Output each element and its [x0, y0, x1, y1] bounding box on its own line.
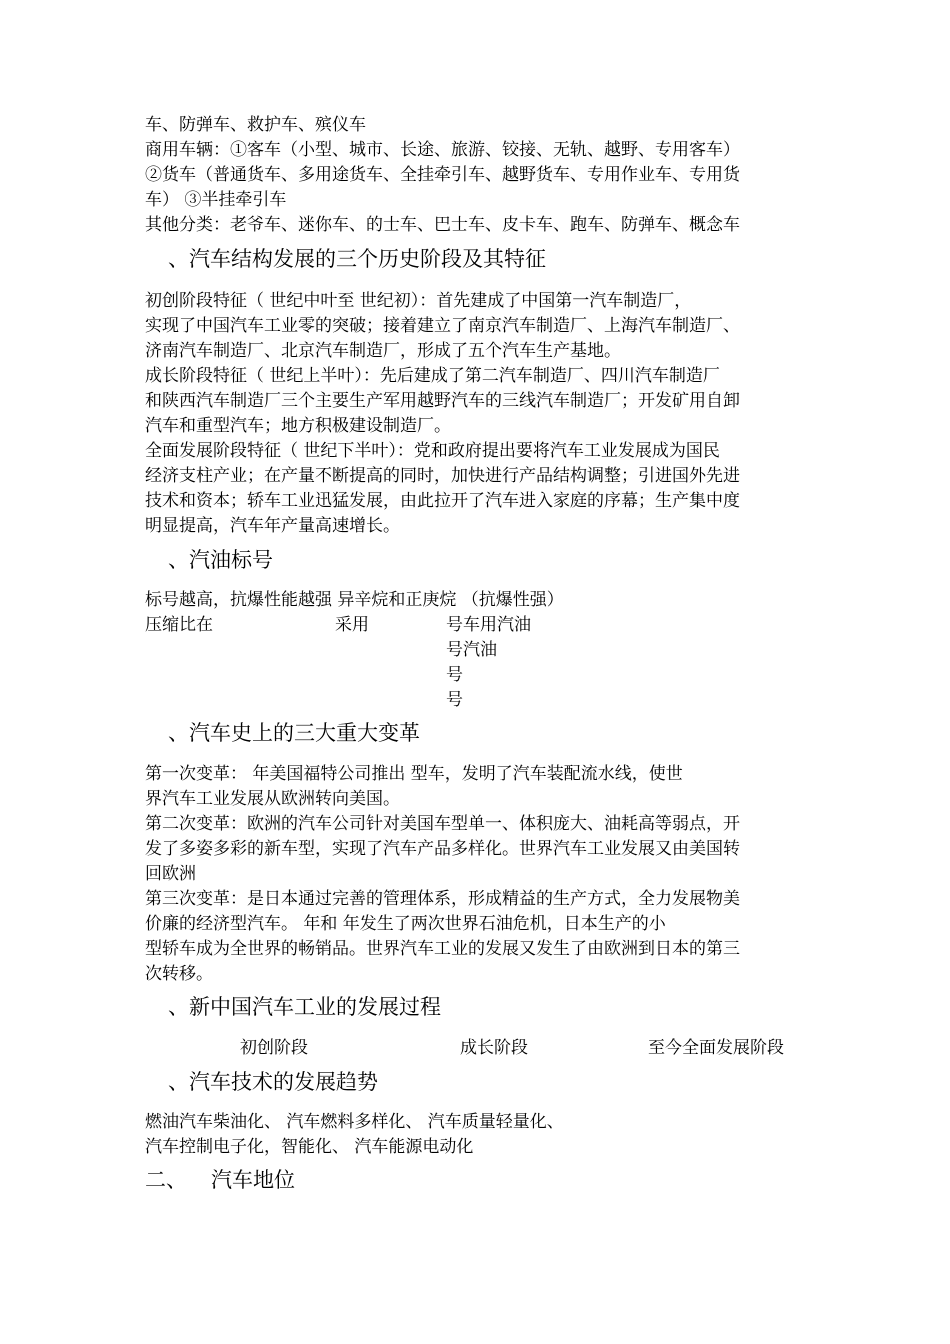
- intro-line-3: ②货车（普通货车、多用途货车、全挂牵引车、越野货车、专用作业车、专用货: [145, 165, 740, 185]
- intro-line-5: 其他分类：老爷车、迷你车、的士车、巴士车、皮卡车、跑车、防弹车、概念车: [145, 215, 740, 235]
- section-heading-octane: 、汽油标号: [168, 548, 273, 572]
- revolutions-line: 第三次变革：是日本通过完善的管理体系，形成精益的生产方式，全力发展物美: [145, 889, 740, 909]
- intro-line-4: 车） ③半挂牵引车: [145, 190, 287, 210]
- stages-line: 技术和资本；轿车工业迅猛发展，由此拉开了汽车进入家庭的序幕；生产集中度: [145, 491, 740, 511]
- intro-line-2: 商用车辆：①客车（小型、城市、长途、旅游、铰接、无轨、越野、专用客车）: [145, 140, 740, 160]
- stages-line: 全面发展阶段特征（ 世纪下半叶）：党和政府提出要将汽车工业发展成为国民: [145, 441, 720, 461]
- stages-line: 经济支柱产业；在产量不断提高的同时，加快进行产品结构调整；引进国外先进: [145, 466, 740, 486]
- china-stage-growth: 成长阶段: [460, 1038, 528, 1058]
- revolutions-line: 第二次变革：欧洲的汽车公司针对美国车型单一、体积庞大、油耗高等弱点，开: [145, 814, 740, 834]
- section-heading-stages: 、汽车结构发展的三个历史阶段及其特征: [168, 247, 546, 271]
- section-heading-trends: 、汽车技术的发展趋势: [168, 1070, 378, 1094]
- stages-line: 成长阶段特征（ 世纪上半叶）：先后建成了第二汽车制造厂、四川汽车制造厂: [145, 366, 720, 386]
- stages-line: 实现了中国汽车工业零的突破；接着建立了南京汽车制造厂、上海汽车制造厂、: [145, 316, 740, 336]
- revolutions-line: 第一次变革： 年美国福特公司推出 型车，发明了汽车装配流水线，使世: [145, 764, 683, 784]
- revolutions-line: 价廉的经济型汽车。 年和 年发生了两次世界石油危机，日本生产的小: [145, 914, 666, 934]
- trends-line-2: 汽车控制电子化，智能化、 汽车能源电动化: [145, 1137, 474, 1157]
- octane-row-1: 标号越高，抗爆性能越强 异辛烷和正庚烷 （抗爆性强）: [145, 590, 564, 610]
- stages-line: 明显提高，汽车年产量高速增长。: [145, 516, 400, 536]
- octane-col-use: 采用: [335, 615, 369, 635]
- octane-grade: 号汽油: [446, 640, 497, 660]
- octane-grade: 号: [446, 665, 463, 685]
- revolutions-line: 型轿车成为全世界的畅销品。世界汽车工业的发展又发生了由欧洲到日本的第三: [145, 939, 740, 959]
- revolutions-line: 次转移。: [145, 964, 213, 984]
- section-heading-status: 汽车地位: [211, 1168, 295, 1192]
- section-number-status: 二、: [145, 1168, 187, 1192]
- octane-col-compression: 压缩比在: [145, 615, 213, 635]
- stages-line: 汽车和重型汽车；地方积极建设制造厂。: [145, 416, 451, 436]
- intro-line-1: 车、防弹车、救护车、殡仪车: [145, 115, 366, 135]
- stages-line: 初创阶段特征（ 世纪中叶至 世纪初）：首先建成了中国第一汽车制造厂，: [145, 291, 692, 311]
- stages-line: 济南汽车制造厂、北京汽车制造厂，形成了五个汽车生产基地。: [145, 341, 621, 361]
- section-heading-revolutions: 、汽车史上的三大重大变革: [168, 721, 420, 745]
- revolutions-line: 发了多姿多彩的新车型，实现了汽车产品多样化。世界汽车工业发展又由美国转: [145, 839, 740, 859]
- octane-grade: 号车用汽油: [446, 615, 531, 635]
- stages-line: 和陕西汽车制造厂三个主要生产军用越野汽车的三线汽车制造厂；开发矿用自卸: [145, 391, 740, 411]
- revolutions-line: 回欧洲: [145, 864, 196, 884]
- section-heading-china: 、新中国汽车工业的发展过程: [168, 995, 441, 1019]
- trends-line-1: 燃油汽车柴油化、 汽车燃料多样化、 汽车质量轻量化、: [145, 1112, 564, 1132]
- china-stage-full: 至今全面发展阶段: [648, 1038, 784, 1058]
- octane-grade: 号: [446, 690, 463, 710]
- revolutions-line: 界汽车工业发展从欧洲转向美国。: [145, 789, 400, 809]
- china-stage-initial: 初创阶段: [240, 1038, 308, 1058]
